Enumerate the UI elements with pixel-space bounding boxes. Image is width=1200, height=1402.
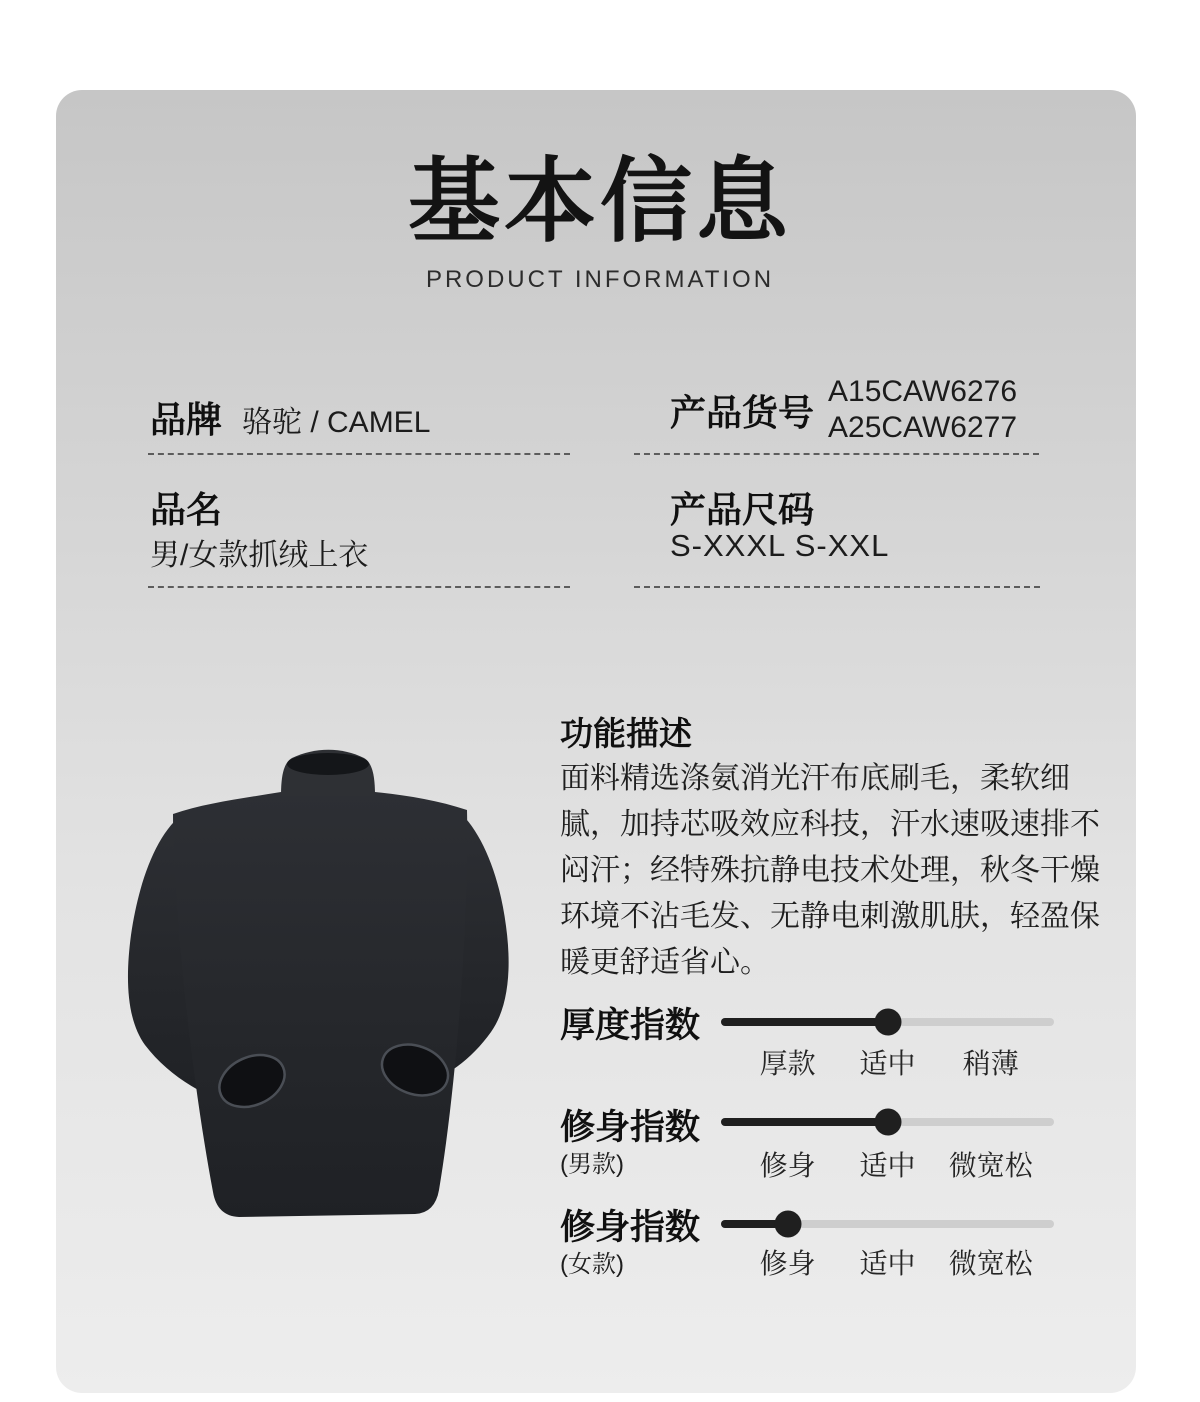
thickness-index-row (560, 998, 1100, 1090)
divider (634, 586, 1040, 588)
thickness-index-track (721, 1018, 1054, 1026)
fit-index-men-scale (721, 1144, 1054, 1180)
thickness-index-label: 厚度指数 (560, 1006, 701, 1045)
shirt-body (173, 792, 467, 1217)
scale-label: 微宽松 (948, 1248, 1033, 1279)
size-label: 产品尺码 (670, 489, 815, 530)
product-photo-black-fleece-top (115, 740, 520, 1230)
divider (148, 586, 570, 588)
product-name-value: 男/女款抓绒上衣 (150, 539, 369, 572)
fit-index-women-track (721, 1220, 1054, 1228)
description-line: 闷汗；经特殊抗静电技术处理，秋冬干燥 (560, 854, 1100, 887)
description-heading: 功能描述 (560, 715, 692, 752)
thickness-index-scale (721, 1042, 1054, 1078)
fit-index-men-track (721, 1118, 1054, 1126)
slider-handle (774, 1211, 801, 1238)
fit-index-women-scale (721, 1242, 1054, 1278)
fit-index-men-sub: (男款) (560, 1151, 624, 1178)
fit-index-men-label: 修身指数 (560, 1108, 701, 1147)
slider-handle (874, 1009, 901, 1036)
fit-index-women-label: 修身指数 (560, 1208, 701, 1247)
brand-label: 品牌 (150, 399, 223, 440)
product-name-label: 品名 (150, 489, 223, 530)
fit-index-men-row (560, 1100, 1100, 1192)
page-title: 基本信息 (407, 151, 792, 253)
scale-label: 适中 (859, 1150, 916, 1181)
collar-opening (287, 753, 369, 775)
description-line: 腻，加持芯吸效应科技，汗水速吸速排不 (560, 808, 1100, 841)
description-text (560, 756, 1100, 986)
fit-index-women-row (560, 1200, 1100, 1292)
product-code-value-2: A25CAW6277 (828, 411, 1018, 444)
scale-label: 微宽松 (948, 1150, 1033, 1181)
description-line: 环境不沾毛发、无静电刺激肌肤，轻盈保 (560, 900, 1100, 933)
slider-handle (874, 1109, 901, 1136)
brand-value: 骆驼 / CAMEL (242, 406, 431, 439)
fit-index-women-sub: (女款) (560, 1251, 624, 1278)
scale-label: 适中 (859, 1048, 916, 1079)
product-code-row (670, 374, 1017, 446)
scale-label: 修身 (759, 1248, 816, 1279)
description-line: 面料精选涤氨消光汗布底刷毛，柔软细 (560, 762, 1070, 795)
scale-label: 稍薄 (962, 1048, 1019, 1079)
divider (634, 453, 1039, 455)
description-line: 暖更舒适省心。 (560, 946, 770, 979)
scale-label: 厚款 (759, 1048, 816, 1079)
product-code-values (828, 374, 1017, 446)
divider (148, 453, 570, 455)
page-subtitle: PRODUCT INFORMATION (425, 266, 775, 293)
scale-label: 适中 (859, 1248, 916, 1279)
scale-label: 修身 (759, 1150, 816, 1181)
size-value: S-XXXL S-XXL (670, 528, 890, 563)
track-fill (721, 1018, 888, 1026)
brand-row (150, 392, 430, 443)
product-code-value-1: A15CAW6276 (828, 375, 1018, 408)
track-fill (721, 1118, 888, 1126)
product-code-label: 产品货号 (670, 391, 815, 433)
